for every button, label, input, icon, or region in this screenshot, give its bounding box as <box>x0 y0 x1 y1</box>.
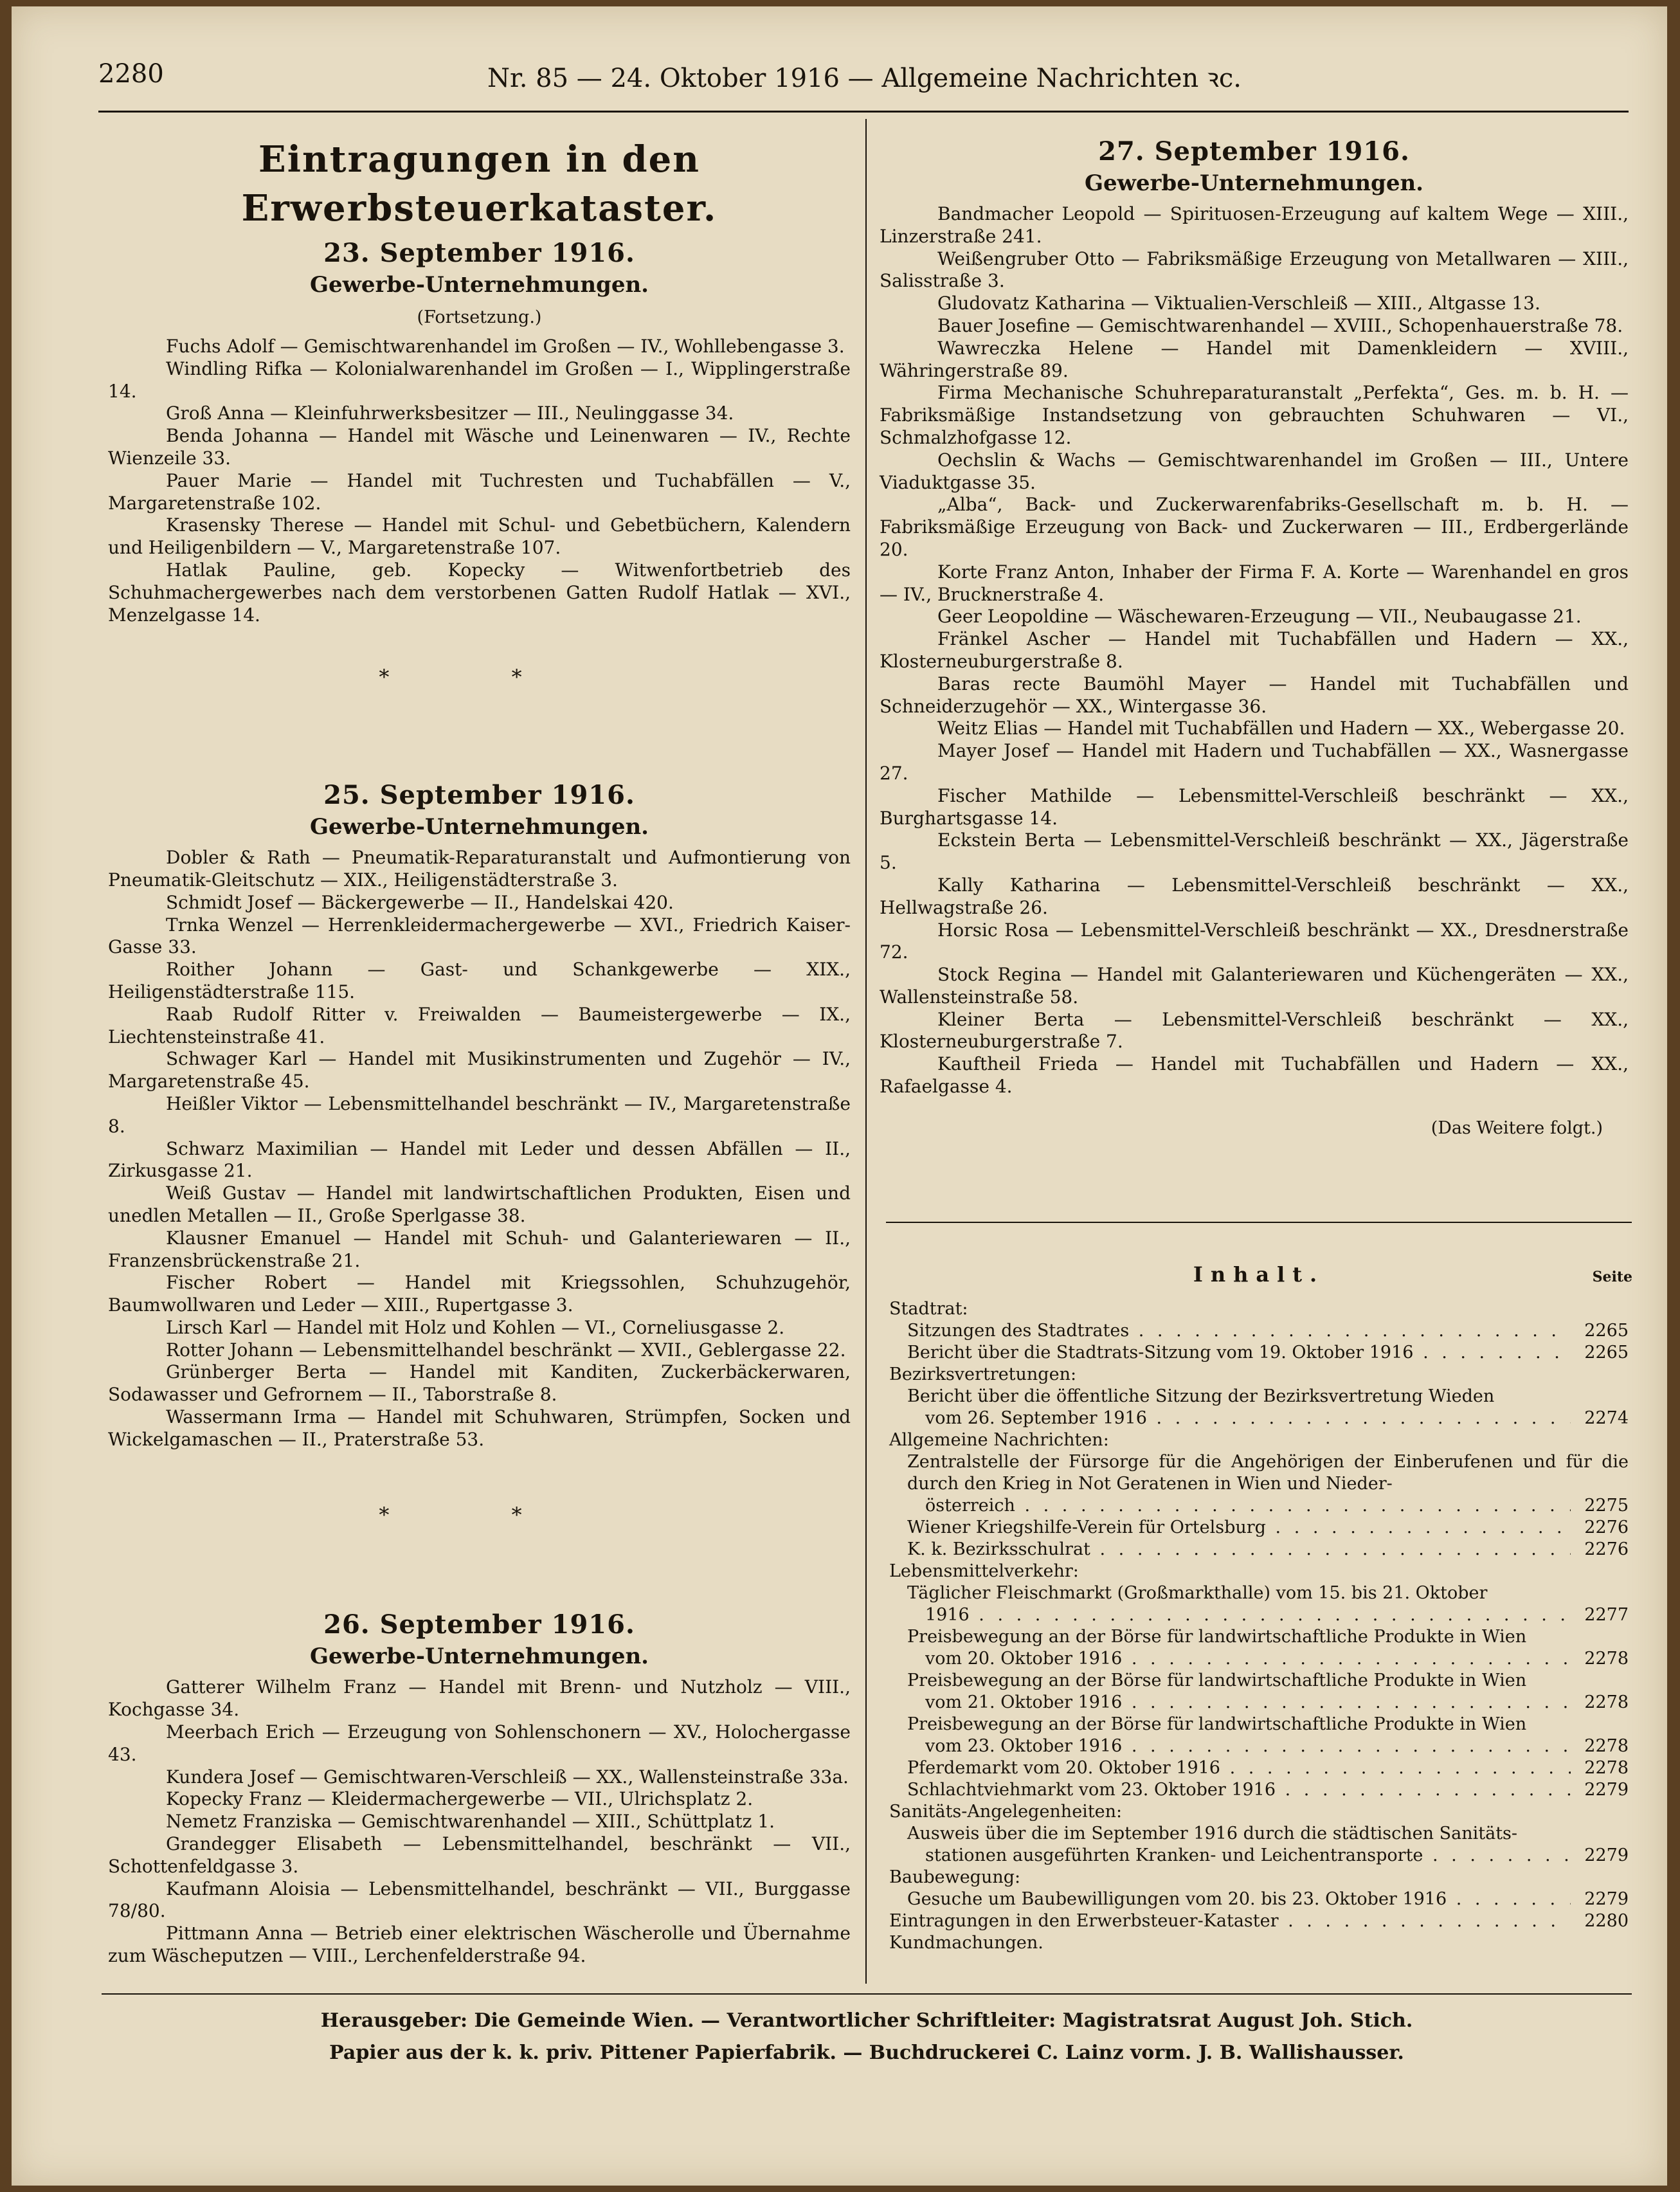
section-27-september <box>880 135 1629 1140</box>
entry: Gatterer Wilhelm Franz — Handel mit Brenn- und Nutzholz — VIII., Kochgasse 34. <box>108 1676 851 1721</box>
contents-item-text: Preisbewegung an der Börse für landwirtschaftliche Produkte in Wien <box>907 1714 1527 1734</box>
entry: Oechslin & Wachs — Gemischtwarenhandel im Großen — III., Untere Viaduktgasse 35. <box>880 449 1629 493</box>
entry: Grandegger Elisabeth — Lebensmittelhandel, beschränkt — VII., Schottenfeldgasse 3. <box>108 1833 851 1877</box>
entry: Pauer Marie — Handel mit Tuchresten und Tuchabfällen — V., Margaretenstraße 102. <box>108 469 851 514</box>
contents-item <box>889 1626 1629 1670</box>
imprint <box>102 2005 1632 2069</box>
entry: Kauftheil Frieda — Handel mit Tuchabfällen und Hadern — XX., Rafaelgasse 4. <box>880 1053 1629 1098</box>
contents-item-page: 2278 <box>1584 1758 1629 1778</box>
contents-item <box>889 1451 1629 1517</box>
contents-item <box>889 1582 1629 1626</box>
newspaper-page <box>12 6 1667 2186</box>
entry: Horsic Rosa — Lebensmittel-Verschleiß beschränkt — XX., Dresdnerstraße 72. <box>880 919 1629 963</box>
contents-item <box>889 1386 1629 1429</box>
section-separator: * * <box>379 1502 580 1527</box>
contents-item <box>889 1889 1629 1910</box>
main-title: Eintragungen in den Erwerbsteuerkataster. <box>241 138 718 230</box>
entry: Kally Katharina — Lebensmittel-Verschleiß beschränkt — XX., Hellwagstraße 26. <box>880 874 1629 918</box>
entry: Fischer Robert — Handel mit Kriegssohlen, Schuhzugehör, Baumwollwaren und Leder — XIII., Rupertgasse 3. <box>108 1272 851 1316</box>
entry: Pittmann Anna — Betrieb einer elektrischen Wäscherolle und Übernahme zum Wäscheputzen — VIII., Lerchenfelderstraße 94. <box>108 1923 851 1967</box>
header-rule <box>98 111 1629 113</box>
running-title: Nr. 85 — 24. Oktober 1916 — Allgemeine Nachrichten ꝛc. <box>487 64 1242 93</box>
imprint-publisher: Herausgeber: Die Gemeinde Wien. — Verantwortlicher Schriftleiter: Magistratsrat August Joh. Stich. <box>320 2009 1413 2032</box>
table-of-contents <box>889 1262 1632 1954</box>
entry: Krasensky Therese — Handel mit Schul- und Gebetbüchern, Kalendern und Heiligenbildern — V., Margaretenstraße 107. <box>108 514 851 559</box>
entry: Benda Johanna — Handel mit Wäsche und Leinenwaren — IV., Rechte Wienzeile 33. <box>108 425 851 469</box>
contents-item-page: 2275 <box>1584 1496 1629 1516</box>
contents-item-page: 2279 <box>1584 1845 1629 1865</box>
contents-item <box>889 1779 1629 1801</box>
entry: Weißengruber Otto — Fabriksmäßige Erzeugung von Metallwaren — XIII., Salisstraße 3. <box>880 248 1629 292</box>
entry: Baras recte Baumöhl Mayer — Handel mit Tuchabfällen und Schneiderzugehör — XX., Wintergasse 36. <box>880 673 1629 717</box>
contents-item-text: Bericht über die öffentliche Sitzung der Bezirksvertretung Wieden <box>907 1386 1495 1406</box>
contents-item-text: Sitzungen des Stadtrates . . . <box>907 1320 1571 1342</box>
entry: Trnka Wenzel — Herrenkleidermachergewerbe — XVI., Friedrich Kaiser-Gasse 33. <box>108 914 851 958</box>
section-subtitle: Gewerbe-Unternehmungen. <box>1084 170 1424 196</box>
contents-title <box>889 1262 1632 1287</box>
contents-item-text: K. k. Bezirksschulrat . . . <box>907 1539 1571 1561</box>
contents-category: Stadtrat: <box>889 1299 968 1319</box>
entry: Nemetz Franziska — Gemischtwarenhandel — XIII., Schüttplatz 1. <box>166 1811 775 1833</box>
entry: Korte Franz Anton, Inhaber der Firma F. A. Korte — Warenhandel en gros — IV., Brucknerstraße 4. <box>880 561 1629 605</box>
entry: Fränkel Ascher — Handel mit Tuchabfällen und Hadern — XX., Klosterneuburgerstraße 8. <box>880 628 1629 672</box>
contents-category: Sanitäts-Angelegenheiten: <box>889 1802 1123 1822</box>
contents-rule <box>886 1222 1632 1223</box>
contents-item-page: 2278 <box>1584 1736 1629 1756</box>
contents-item <box>889 1910 1629 1932</box>
entry: Meerbach Erich — Erzeugung von Sohlenschonern — XV., Holochergasse 43. <box>108 1721 851 1765</box>
entry: Dobler & Rath — Pneumatik-Reparaturanstalt und Aufmontierung von Pneumatik-Gleitschutz — XIX., Heiligenstädterstraße 3. <box>108 847 851 891</box>
entry: Heißler Viktor — Lebensmittelhandel beschränkt — IV., Margaretenstraße 8. <box>108 1092 851 1137</box>
entry: Wassermann Irma — Handel mit Schuhwaren, Strümpfen, Socken und Wickelgamaschen — II., Praterstraße 53. <box>108 1406 851 1450</box>
entry: Schmidt Josef — Bäckergewerbe — II., Handelskai 420. <box>166 891 674 913</box>
section-separator: * * <box>379 665 580 690</box>
entry: „Alba“, Back- und Zuckerwarenfabriks-Gesellschaft m. b. H. — Fabriksmäßige Erzeugung von Back- und Zuckerwaren — III., Erdbergerlände 20. <box>880 494 1629 560</box>
contents-item-page: 2278 <box>1584 1692 1629 1712</box>
contents-item-text: Bericht über die Stadtrats-Sitzung vom 19. Oktober 1916 . . . <box>907 1342 1571 1364</box>
contents-item-text: Täglicher Fleischmarkt (Großmarkthalle) vom 15. bis 21. Oktober <box>907 1583 1488 1603</box>
contents-item-text-cont: stationen ausgeführten Kranken- und Leichentransporte . . . <box>925 1845 1571 1867</box>
entry: Geer Leopoldine — Wäschewaren-Erzeugung — VII., Neubaugasse 21. <box>937 606 1582 628</box>
entry: Kleiner Berta — Lebensmittel-Verschleiß beschränkt — XX., Klosterneuburgerstraße 7. <box>880 1008 1629 1053</box>
contents-item-text-cont: vom 20. Oktober 1916 . . . <box>925 1648 1571 1670</box>
section-date: 27. September 1916. <box>1098 136 1410 167</box>
contents-item-page: 2265 <box>1584 1321 1629 1341</box>
contents-item-page: 2276 <box>1584 1539 1629 1559</box>
contents-item-page: 2276 <box>1584 1517 1629 1537</box>
contents-item-text-cont: 1916 . . . <box>925 1604 1571 1626</box>
entry: Roither Johann — Gast- und Schankgewerbe — XIX., Heiligenstädterstraße 115. <box>108 959 851 1002</box>
entry: Windling Rifka — Kolonialwarenhandel im Großen — I., Wipplingerstraße 14. <box>108 358 851 402</box>
imprint-printer: Papier aus der k. k. priv. Pittener Papierfabrik. — Buchdruckerei C. Lainz vorm. J. B. Wallishausser. <box>329 2042 1404 2064</box>
entry: Mayer Josef — Handel mit Hadern und Tuchabfällen — XX., Wasnergasse 27. <box>880 740 1629 784</box>
entry: Grünberger Berta — Handel mit Kanditen, Zuckerbäckerwaren, Sodawasser und Gefrornem — II., Taborstraße 8. <box>108 1361 851 1406</box>
entry: Firma Mechanische Schuhreparaturanstalt „Perfekta“, Ges. m. b. H. — Fabriksmäßige Instandsetzung von gebrauchten Schuhwaren — VI., Schmalzhofgasse 12. <box>880 382 1629 448</box>
contents-item <box>889 1539 1629 1561</box>
contents-item-page: 2278 <box>1584 1649 1629 1669</box>
contents-heading: Inhalt. <box>1193 1262 1325 1287</box>
contents-item-text: Schlachtviehmarkt vom 23. Oktober 1916 . . . <box>907 1779 1571 1801</box>
left-column <box>108 135 851 1968</box>
contents-item <box>889 1823 1629 1867</box>
continued-note: (Das Weitere folgt.) <box>1431 1118 1603 1138</box>
contents-item-page: 2279 <box>1584 1780 1629 1800</box>
contents-category: Baubewegung: <box>889 1867 1021 1887</box>
contents-item <box>889 1714 1629 1757</box>
contents-item <box>889 1517 1629 1539</box>
contents-item <box>889 1320 1629 1342</box>
entry: Weiß Gustav — Handel mit landwirtschaftlichen Produkten, Eisen und unedlen Metallen — II., Große Sperlgasse 38. <box>108 1182 851 1226</box>
entry: Rotter Johann — Lebensmittelhandel beschränkt — XVII., Geblergasse 22. <box>166 1339 846 1361</box>
contents-item-text-cont: vom 23. Oktober 1916 . . . <box>925 1735 1571 1757</box>
entry: Hatlak Pauline, geb. Kopecky — Witwenfortbetrieb des Schuhmachergewerbes nach dem verstorbenen Gatten Rudolf Hatlak — XVI., Menzelgasse 14. <box>108 559 851 626</box>
continuation-note: (Fortsetzung.) <box>417 307 542 327</box>
contents-item-text: Ausweis über die im September 1916 durch die städtischen Sanitäts- <box>907 1824 1518 1843</box>
section-23-september <box>108 237 851 626</box>
entry: Gludovatz Katharina — Viktualien-Verschleiß — XIII., Altgasse 13. <box>937 293 1540 314</box>
entry: Wawreczka Helene — Handel mit Damenkleidern — XVIII., Währingerstraße 89. <box>880 337 1629 381</box>
contents-category: Lebensmittelverkehr: <box>889 1561 1079 1581</box>
contents-item-page: 2280 <box>1584 1911 1629 1931</box>
section-date: 23. September 1916. <box>323 238 635 268</box>
section-subtitle: Gewerbe-Unternehmungen. <box>309 814 649 840</box>
contents-category: Kundmachungen. <box>889 1933 1043 1953</box>
entry: Groß Anna — Kleinfuhrwerksbesitzer — III., Neulinggasse 34. <box>166 403 734 424</box>
contents-item-page: 2274 <box>1584 1408 1629 1428</box>
section-26-september <box>108 1608 851 1967</box>
entry: Fischer Mathilde — Lebensmittel-Verschleiß beschränkt — XX., Burghartsgasse 14. <box>880 784 1629 829</box>
contents-item-text: Zentralstelle der Fürsorge für die Angehörigen der Einberufenen und für die durch den Krieg in Not Geratenen in Wien und Nieder- <box>907 1452 1629 1494</box>
contents-item-text-cont: vom 21. Oktober 1916 . . . <box>925 1692 1571 1714</box>
contents-item-page: 2265 <box>1584 1343 1629 1363</box>
contents-category: Allgemeine Nachrichten: <box>889 1430 1109 1450</box>
entry: Kopecky Franz — Kleidermachergewerbe — VII., Ulrichsplatz 2. <box>166 1788 754 1810</box>
contents-item-text: Pferdemarkt vom 20. Oktober 1916 . . . <box>907 1757 1571 1779</box>
entry: Schwarz Maximilian — Handel mit Leder und dessen Abfällen — II., Zirkusgasse 21. <box>108 1137 851 1182</box>
contents-item-page: 2277 <box>1584 1605 1629 1625</box>
entry: Lirsch Karl — Handel mit Holz und Kohlen — VI., Corneliusgasse 2. <box>166 1316 785 1338</box>
contents-item-text-cont: österreich . . . <box>925 1495 1571 1517</box>
column-divider <box>865 119 867 1984</box>
contents-item <box>889 1757 1629 1779</box>
section-date: 26. September 1916. <box>323 1609 635 1640</box>
entry: Kaufmann Aloisia — Lebensmittelhandel, beschränkt — VII., Burggasse 78/80. <box>108 1878 851 1922</box>
footer-rule <box>102 1993 1632 1995</box>
contents-item <box>889 1670 1629 1714</box>
contents-item-text: Preisbewegung an der Börse für landwirtschaftliche Produkte in Wien <box>907 1627 1527 1647</box>
entry: Klausner Emanuel — Handel mit Schuh- und Galanteriewaren — II., Franzensbrückenstraße 21. <box>108 1227 851 1271</box>
contents-category: Bezirksvertretungen: <box>889 1364 1077 1384</box>
entry: Eckstein Berta — Lebensmittel-Verschleiß beschränkt — XX., Jägerstraße 5. <box>880 829 1629 874</box>
right-column <box>880 135 1629 1140</box>
entry: Schwager Karl — Handel mit Musikinstrumenten und Zugehör — IV., Margaretenstraße 45. <box>108 1048 851 1092</box>
page-number: 2280 <box>98 59 164 89</box>
page-column-label: Seite <box>1592 1269 1632 1285</box>
section-subtitle: Gewerbe-Unternehmungen. <box>309 272 649 298</box>
section-subtitle: Gewerbe-Unternehmungen. <box>309 1644 649 1670</box>
section-25-september <box>108 779 851 1451</box>
contents-item <box>889 1342 1629 1364</box>
entry: Stock Regina — Handel mit Galanteriewaren und Küchengeräten — XX., Wallensteinstraße 58. <box>880 964 1629 1008</box>
entry: Bandmacher Leopold — Spirituosen-Erzeugung auf kaltem Wege — XIII., Linzerstraße 241. <box>880 203 1629 247</box>
contents-item-text-cont: vom 26. September 1916 . . . <box>925 1408 1571 1429</box>
contents-item-text: Eintragungen in den Erwerbsteuer-Kataster . . . <box>889 1910 1571 1932</box>
entry: Fuchs Adolf — Gemischtwarenhandel im Großen — IV., Wohllebengasse 3. <box>166 336 845 357</box>
contents-item-text: Gesuche um Baubewilligungen vom 20. bis 23. Oktober 1916 . . . <box>907 1889 1571 1910</box>
entry: Bauer Josefine — Gemischtwarenhandel — XVIII., Schopenhauerstraße 78. <box>937 314 1623 336</box>
entry: Kundera Josef — Gemischtwaren-Verschleiß — XX., Wallensteinstraße 33a. <box>166 1766 849 1788</box>
contents-item-text: Preisbewegung an der Börse für landwirtschaftliche Produkte in Wien <box>907 1671 1527 1690</box>
section-date: 25. September 1916. <box>323 780 635 811</box>
entry: Raab Rudolf Ritter v. Freiwalden — Baumeistergewerbe — IX., Liechtensteinstraße 41. <box>108 1003 851 1047</box>
contents-item-text: Wiener Kriegshilfe-Verein für Ortelsburg . . . <box>907 1517 1571 1539</box>
entry: Weitz Elias — Handel mit Tuchabfällen und Hadern — XX., Webergasse 20. <box>937 718 1625 739</box>
contents-item-page: 2279 <box>1584 1889 1629 1909</box>
